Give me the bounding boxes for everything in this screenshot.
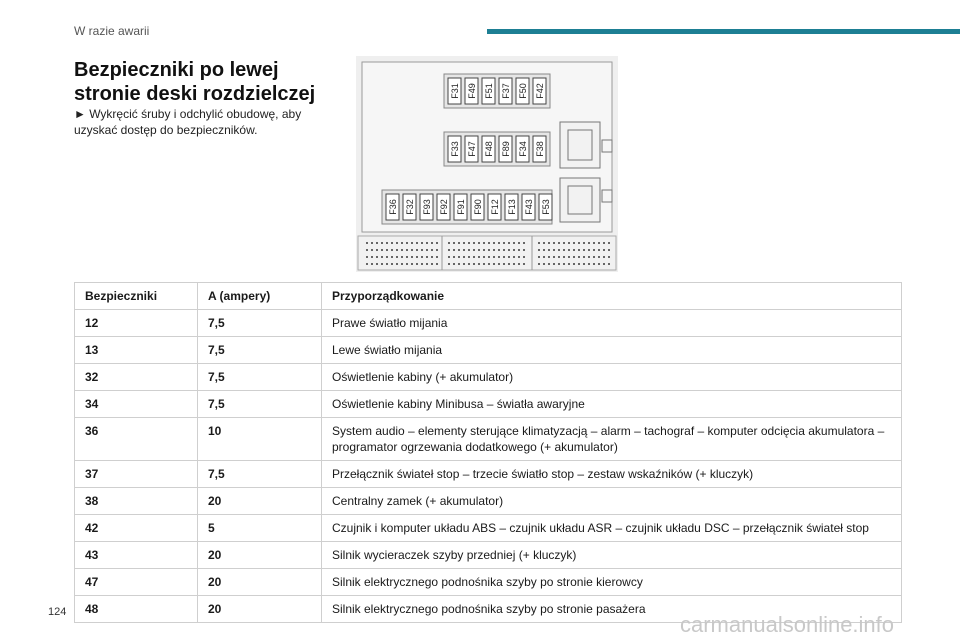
cell-assignment: Oświetlenie kabiny (+ akumulator) <box>322 364 902 391</box>
cell-fuse-number: 12 <box>75 310 198 337</box>
page-number: 124 <box>48 606 67 618</box>
table-row <box>75 515 902 542</box>
cell-assignment: Lewe światło mijania <box>322 337 902 364</box>
fuse-slot <box>465 78 478 104</box>
cell-assignment: Czujnik i komputer układu ABS – czujnik układu ASR – czujnik układu DSC – przełącznik świateł stop <box>322 515 902 542</box>
fuse-slot <box>448 78 461 104</box>
table-row <box>75 310 902 337</box>
cell-assignment: Silnik wycieraczek szyby przedniej (+ kluczyk) <box>322 542 902 569</box>
cell-fuse-number: 32 <box>75 364 198 391</box>
table-row <box>75 569 902 596</box>
fuse-label: F13 <box>507 199 517 215</box>
fuse-label: F37 <box>501 83 511 99</box>
cell-amperage: 7,5 <box>198 391 322 418</box>
cell-amperage: 7,5 <box>198 364 322 391</box>
fuse-label: F92 <box>439 199 449 215</box>
cell-assignment: Silnik elektrycznego podnośnika szyby po stronie pasażera <box>322 596 902 623</box>
table-header-row <box>75 283 902 310</box>
instruction-text: ► Wykręcić śruby i odchylić obudowę, aby uzyskać dostęp do bezpieczników. <box>74 107 302 137</box>
fuse-slot <box>437 194 450 220</box>
cell-fuse-number: 38 <box>75 488 198 515</box>
fuse-label: F42 <box>535 83 545 99</box>
fuse-label: F32 <box>405 199 415 215</box>
fuse-slot <box>471 194 484 220</box>
cell-amperage: 5 <box>198 515 322 542</box>
table-row <box>75 418 902 461</box>
cell-fuse-number: 37 <box>75 461 198 488</box>
cell-fuse-number: 42 <box>75 515 198 542</box>
column-header-amperes: A (ampery) <box>198 283 322 310</box>
cell-fuse-number: 13 <box>75 337 198 364</box>
cell-amperage: 7,5 <box>198 310 322 337</box>
fuse-slot <box>516 136 529 162</box>
table-row <box>75 364 902 391</box>
fuse-slot <box>539 194 552 220</box>
cell-fuse-number: 43 <box>75 542 198 569</box>
fuse-label: F90 <box>473 199 483 215</box>
fuse-slot <box>403 194 416 220</box>
fuse-table <box>74 282 902 623</box>
cell-amperage: 20 <box>198 542 322 569</box>
table-row <box>75 488 902 515</box>
fuse-label: F91 <box>456 199 466 215</box>
cell-amperage: 7,5 <box>198 461 322 488</box>
fuse-label: F49 <box>467 83 477 99</box>
fuse-label: F48 <box>484 141 494 157</box>
cell-amperage: 20 <box>198 569 322 596</box>
cell-amperage: 20 <box>198 596 322 623</box>
fuse-slot <box>522 194 535 220</box>
fuse-label: F51 <box>484 83 494 99</box>
fuse-label: F36 <box>388 199 398 215</box>
fuse-slot <box>420 194 433 220</box>
fuse-slot <box>533 78 546 104</box>
fuse-slot <box>499 78 512 104</box>
table-row <box>75 391 902 418</box>
fuse-slot <box>448 136 461 162</box>
section-label: W razie awarii <box>74 24 150 38</box>
fuse-label: F12 <box>490 199 500 215</box>
fuse-label: F34 <box>518 141 528 157</box>
cell-fuse-number: 36 <box>75 418 198 461</box>
cell-assignment: Silnik elektrycznego podnośnika szyby po stronie kierowcy <box>322 569 902 596</box>
fuse-slot <box>533 136 546 162</box>
cell-amperage: 10 <box>198 418 322 461</box>
table-row <box>75 461 902 488</box>
fuse-slot <box>488 194 501 220</box>
fuse-slot <box>454 194 467 220</box>
page-title: Bezpieczniki po lewej stronie deski rozdzielczej <box>74 59 316 105</box>
fuse-slot <box>465 136 478 162</box>
cell-assignment: System audio – elementy sterujące klimatyzacją – alarm – tachograf – komputer odcięcia akumulatora – programator ogrzewania dodatkowego (+ akumulator) <box>322 418 902 461</box>
fuse-label: F50 <box>518 83 528 99</box>
fuse-label: F53 <box>541 199 551 215</box>
fuse-label: F33 <box>450 141 460 157</box>
column-header-assignment: Przyporządkowanie <box>322 283 902 310</box>
cell-assignment: Prawe światło mijania <box>322 310 902 337</box>
watermark: carmanualsonline.info <box>680 612 895 637</box>
fuse-label: F89 <box>501 141 511 157</box>
fuse-slot <box>482 78 495 104</box>
fuse-slot <box>516 78 529 104</box>
table-row <box>75 542 902 569</box>
cell-fuse-number: 48 <box>75 596 198 623</box>
cell-fuse-number: 34 <box>75 391 198 418</box>
fuse-slot <box>505 194 518 220</box>
cell-amperage: 7,5 <box>198 337 322 364</box>
cell-amperage: 20 <box>198 488 322 515</box>
connector-strip <box>358 236 616 270</box>
cell-fuse-number: 47 <box>75 569 198 596</box>
fuse-slot <box>386 194 399 220</box>
header-accent-bar <box>487 29 960 34</box>
cell-assignment: Oświetlenie kabiny Minibusa – światła awaryjne <box>322 391 902 418</box>
fuse-slot <box>482 136 495 162</box>
fuse-slot <box>499 136 512 162</box>
fuse-label: F47 <box>467 141 477 157</box>
table-row <box>75 337 902 364</box>
fuse-box-diagram <box>356 56 618 272</box>
fuse-label: F93 <box>422 199 432 215</box>
column-header-fuse: Bezpieczniki <box>75 283 198 310</box>
fuse-label: F31 <box>450 83 460 99</box>
fuse-label: F43 <box>524 199 534 215</box>
cell-assignment: Centralny zamek (+ akumulator) <box>322 488 902 515</box>
fuse-label: F38 <box>535 141 545 157</box>
cell-assignment: Przełącznik świateł stop – trzecie światło stop – zestaw wskaźników (+ kluczyk) <box>322 461 902 488</box>
